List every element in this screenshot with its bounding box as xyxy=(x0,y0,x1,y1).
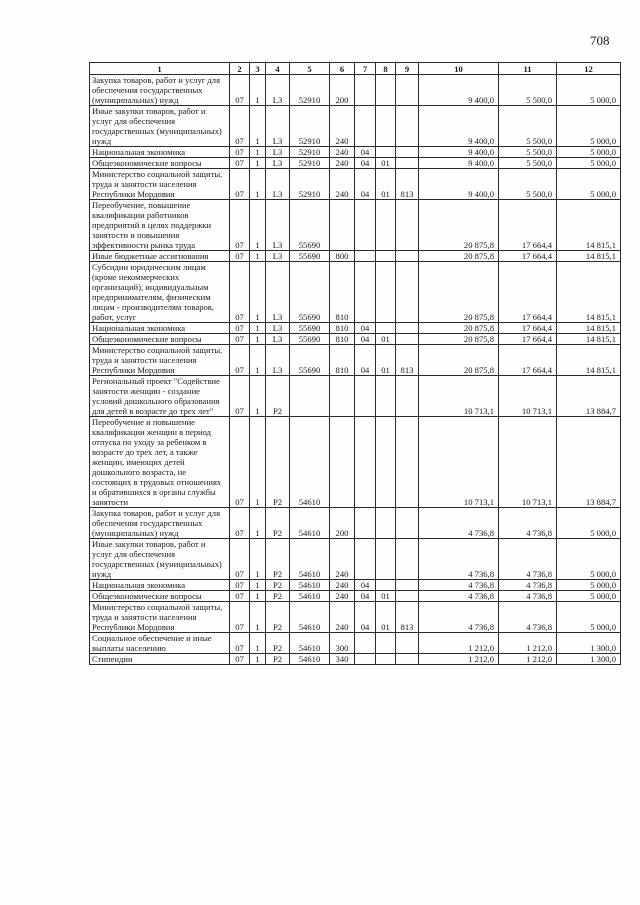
section-code-cell xyxy=(355,262,376,323)
target-cell: 54610 xyxy=(290,591,330,602)
table-row xyxy=(90,376,621,417)
header-cell: 4 xyxy=(266,63,290,75)
description-cell: Национальная экономика xyxy=(90,323,230,334)
amount-year3-cell: 14 815,1 xyxy=(557,345,621,376)
subsection-code-cell xyxy=(376,539,396,580)
table-row xyxy=(90,334,621,345)
amount-year3-cell: 13 884,7 xyxy=(557,376,621,417)
amount-year2-cell: 5 500,0 xyxy=(499,75,557,106)
description-cell: Закупка товаров, работ и услуг для обеспечения государственных (муниципальных) нужд xyxy=(90,75,230,106)
table-row xyxy=(90,147,621,158)
amount-year1-cell: 4 736,8 xyxy=(419,508,499,539)
section-cell: 07 xyxy=(230,376,250,417)
program-cell: L3 xyxy=(266,323,290,334)
amount-year1-cell: 9 400,0 xyxy=(419,106,499,147)
section-cell: 07 xyxy=(230,323,250,334)
section-cell: 07 xyxy=(230,345,250,376)
program-cell: P2 xyxy=(266,508,290,539)
section-code-cell: 04 xyxy=(355,591,376,602)
subsection-code-cell xyxy=(376,262,396,323)
amount-year1-cell: 4 736,8 xyxy=(419,580,499,591)
amount-year3-cell: 5 000,0 xyxy=(557,158,621,169)
target-cell: 55690 xyxy=(290,200,330,251)
program-cell: P2 xyxy=(266,654,290,665)
department-cell xyxy=(396,580,419,591)
section-code-cell xyxy=(355,539,376,580)
table-row xyxy=(90,345,621,376)
amount-year1-cell: 20 875,8 xyxy=(419,251,499,262)
header-cell: 3 xyxy=(250,63,266,75)
table-row xyxy=(90,591,621,602)
subsection-cell: 1 xyxy=(250,602,266,633)
subsection-cell: 1 xyxy=(250,200,266,251)
table-row xyxy=(90,633,621,654)
target-cell: 54610 xyxy=(290,633,330,654)
target-cell: 54610 xyxy=(290,417,330,508)
amount-year1-cell: 20 875,8 xyxy=(419,323,499,334)
section-cell: 07 xyxy=(230,417,250,508)
table-row xyxy=(90,654,621,665)
amount-year1-cell: 20 875,8 xyxy=(419,345,499,376)
section-cell: 07 xyxy=(230,591,250,602)
department-cell xyxy=(396,633,419,654)
subsection-cell: 1 xyxy=(250,376,266,417)
program-cell: L3 xyxy=(266,262,290,323)
amount-year2-cell: 17 664,4 xyxy=(499,262,557,323)
department-cell xyxy=(396,106,419,147)
amount-year3-cell: 5 000,0 xyxy=(557,147,621,158)
amount-year1-cell: 9 400,0 xyxy=(419,147,499,158)
amount-year3-cell: 14 815,1 xyxy=(557,262,621,323)
description-cell: Социальное обеспечение и иные выплаты населению xyxy=(90,633,230,654)
expense-type-cell: 240 xyxy=(330,169,355,200)
amount-year2-cell: 17 664,4 xyxy=(499,251,557,262)
subsection-cell: 1 xyxy=(250,158,266,169)
department-cell xyxy=(396,200,419,251)
department-cell xyxy=(396,376,419,417)
expense-type-cell: 200 xyxy=(330,508,355,539)
section-code-cell: 04 xyxy=(355,334,376,345)
amount-year3-cell: 1 300,0 xyxy=(557,633,621,654)
amount-year2-cell: 17 664,4 xyxy=(499,334,557,345)
amount-year2-cell: 5 500,0 xyxy=(499,158,557,169)
department-cell: 813 xyxy=(396,345,419,376)
section-code-cell xyxy=(355,654,376,665)
subsection-code-cell: 01 xyxy=(376,169,396,200)
section-code-cell xyxy=(355,633,376,654)
expense-type-cell: 810 xyxy=(330,334,355,345)
target-cell: 54610 xyxy=(290,508,330,539)
page-number: 708 xyxy=(590,33,610,48)
amount-year2-cell: 1 212,0 xyxy=(499,654,557,665)
expense-type-cell: 800 xyxy=(330,251,355,262)
section-cell: 07 xyxy=(230,654,250,665)
target-cell: 55690 xyxy=(290,251,330,262)
amount-year3-cell: 5 000,0 xyxy=(557,75,621,106)
target-cell: 54610 xyxy=(290,654,330,665)
amount-year3-cell: 5 000,0 xyxy=(557,580,621,591)
amount-year2-cell: 1 212,0 xyxy=(499,633,557,654)
table-row xyxy=(90,158,621,169)
amount-year2-cell: 4 736,8 xyxy=(499,580,557,591)
section-cell: 07 xyxy=(230,169,250,200)
header-cell: 9 xyxy=(396,63,419,75)
expense-type-cell: 200 xyxy=(330,75,355,106)
subsection-code-cell xyxy=(376,200,396,251)
table-row xyxy=(90,323,621,334)
expense-type-cell xyxy=(330,417,355,508)
expense-type-cell: 240 xyxy=(330,539,355,580)
amount-year2-cell: 5 500,0 xyxy=(499,147,557,158)
section-code-cell xyxy=(355,75,376,106)
table-row xyxy=(90,602,621,633)
section-cell: 07 xyxy=(230,334,250,345)
budget-table xyxy=(89,62,621,665)
subsection-cell: 1 xyxy=(250,417,266,508)
section-cell: 07 xyxy=(230,602,250,633)
amount-year3-cell: 13 884,7 xyxy=(557,417,621,508)
amount-year1-cell: 20 875,8 xyxy=(419,334,499,345)
table-row xyxy=(90,508,621,539)
program-cell: P2 xyxy=(266,591,290,602)
section-code-cell: 04 xyxy=(355,158,376,169)
table-row xyxy=(90,262,621,323)
amount-year2-cell: 4 736,8 xyxy=(499,591,557,602)
department-cell: 813 xyxy=(396,602,419,633)
target-cell: 55690 xyxy=(290,334,330,345)
department-cell xyxy=(396,591,419,602)
program-cell: P2 xyxy=(266,539,290,580)
section-code-cell xyxy=(355,106,376,147)
department-cell xyxy=(396,323,419,334)
section-cell: 07 xyxy=(230,158,250,169)
description-cell: Общеэкономические вопросы xyxy=(90,591,230,602)
expense-type-cell: 810 xyxy=(330,323,355,334)
subsection-cell: 1 xyxy=(250,323,266,334)
description-cell: Министерство социальной защиты, труда и занятости населения Республики Мордовия xyxy=(90,602,230,633)
section-code-cell: 04 xyxy=(355,602,376,633)
amount-year1-cell: 10 713,1 xyxy=(419,417,499,508)
subsection-cell: 1 xyxy=(250,633,266,654)
subsection-code-cell xyxy=(376,376,396,417)
program-cell: P2 xyxy=(266,602,290,633)
subsection-cell: 1 xyxy=(250,251,266,262)
header-cell: 5 xyxy=(290,63,330,75)
subsection-cell: 1 xyxy=(250,654,266,665)
section-code-cell xyxy=(355,508,376,539)
section-code-cell: 04 xyxy=(355,345,376,376)
expense-type-cell: 240 xyxy=(330,147,355,158)
section-code-cell: 04 xyxy=(355,580,376,591)
amount-year2-cell: 17 664,4 xyxy=(499,323,557,334)
target-cell: 55690 xyxy=(290,345,330,376)
department-cell xyxy=(396,654,419,665)
department-cell xyxy=(396,158,419,169)
target-cell: 52910 xyxy=(290,158,330,169)
target-cell: 54610 xyxy=(290,539,330,580)
program-cell: L3 xyxy=(266,345,290,376)
subsection-code-cell xyxy=(376,417,396,508)
program-cell: L3 xyxy=(266,334,290,345)
description-cell: Национальная экономика xyxy=(90,580,230,591)
amount-year3-cell: 5 000,0 xyxy=(557,539,621,580)
section-cell: 07 xyxy=(230,200,250,251)
program-cell: P2 xyxy=(266,376,290,417)
amount-year3-cell: 14 815,1 xyxy=(557,334,621,345)
expense-type-cell xyxy=(330,376,355,417)
amount-year3-cell: 5 000,0 xyxy=(557,106,621,147)
subsection-code-cell: 01 xyxy=(376,334,396,345)
target-cell: 52910 xyxy=(290,169,330,200)
section-cell: 07 xyxy=(230,580,250,591)
description-cell: Общеэкономические вопросы xyxy=(90,158,230,169)
description-cell: Иные бюджетные ассигнования xyxy=(90,251,230,262)
subsection-code-cell: 01 xyxy=(376,158,396,169)
section-cell: 07 xyxy=(230,539,250,580)
department-cell: 813 xyxy=(396,169,419,200)
description-cell: Переобучение и повышение квалификации женщин в период отпуска по уходу за ребенком в возрасте до трех лет, а также женщин, имеющих детей дошкольного возраста, не состоящих в трудовых отношениях и обратившихся в органы службы занятости xyxy=(90,417,230,508)
table-row xyxy=(90,251,621,262)
expense-type-cell: 810 xyxy=(330,262,355,323)
subsection-cell: 1 xyxy=(250,345,266,376)
subsection-code-cell: 01 xyxy=(376,591,396,602)
expense-type-cell: 240 xyxy=(330,158,355,169)
amount-year3-cell: 5 000,0 xyxy=(557,602,621,633)
section-cell: 07 xyxy=(230,508,250,539)
department-cell xyxy=(396,262,419,323)
amount-year1-cell: 9 400,0 xyxy=(419,158,499,169)
subsection-cell: 1 xyxy=(250,334,266,345)
expense-type-cell: 340 xyxy=(330,654,355,665)
table-row xyxy=(90,75,621,106)
table-row xyxy=(90,539,621,580)
header-cell: 1 xyxy=(90,63,230,75)
amount-year2-cell: 5 500,0 xyxy=(499,106,557,147)
table-body xyxy=(90,75,621,665)
subsection-cell: 1 xyxy=(250,539,266,580)
amount-year1-cell: 9 400,0 xyxy=(419,169,499,200)
expense-type-cell: 240 xyxy=(330,602,355,633)
subsection-code-cell xyxy=(376,633,396,654)
section-cell: 07 xyxy=(230,147,250,158)
target-cell: 52910 xyxy=(290,147,330,158)
section-code-cell xyxy=(355,376,376,417)
target-cell: 52910 xyxy=(290,75,330,106)
table-row xyxy=(90,200,621,251)
subsection-cell: 1 xyxy=(250,147,266,158)
amount-year1-cell: 4 736,8 xyxy=(419,591,499,602)
header-row xyxy=(90,63,621,75)
description-cell: Стипендии xyxy=(90,654,230,665)
header-cell: 11 xyxy=(499,63,557,75)
section-code-cell xyxy=(355,417,376,508)
subsection-code-cell xyxy=(376,75,396,106)
program-cell: P2 xyxy=(266,417,290,508)
program-cell: L3 xyxy=(266,200,290,251)
department-cell xyxy=(396,508,419,539)
amount-year2-cell: 17 664,4 xyxy=(499,345,557,376)
subsection-cell: 1 xyxy=(250,106,266,147)
amount-year3-cell: 14 815,1 xyxy=(557,323,621,334)
expense-type-cell: 300 xyxy=(330,633,355,654)
section-code-cell xyxy=(355,200,376,251)
header-cell: 6 xyxy=(330,63,355,75)
amount-year3-cell: 1 300,0 xyxy=(557,654,621,665)
expense-type-cell: 240 xyxy=(330,106,355,147)
program-cell: L3 xyxy=(266,147,290,158)
description-cell: Закупка товаров, работ и услуг для обеспечения государственных (муниципальных) нужд xyxy=(90,508,230,539)
target-cell: 54610 xyxy=(290,580,330,591)
program-cell: L3 xyxy=(266,251,290,262)
table-row xyxy=(90,106,621,147)
target-cell: 55690 xyxy=(290,323,330,334)
description-cell: Министерство социальной защиты, труда и занятости населения Республики Мордовия xyxy=(90,345,230,376)
department-cell xyxy=(396,417,419,508)
amount-year1-cell: 20 875,8 xyxy=(419,200,499,251)
amount-year1-cell: 10 713,1 xyxy=(419,376,499,417)
description-cell: Переобучение, повышение квалификации работников предприятий в целях поддержки занятости и повышения эффективности рынка труда xyxy=(90,200,230,251)
target-cell: 52910 xyxy=(290,106,330,147)
department-cell xyxy=(396,251,419,262)
target-cell xyxy=(290,376,330,417)
program-cell: L3 xyxy=(266,169,290,200)
description-cell: Национальная экономика xyxy=(90,147,230,158)
description-cell: Региональный проект "Содействие занятости женщин - создание условий дошкольного образования для детей в возрасте до трех лет" xyxy=(90,376,230,417)
amount-year3-cell: 14 815,1 xyxy=(557,251,621,262)
amount-year3-cell: 14 815,1 xyxy=(557,200,621,251)
header-cell: 8 xyxy=(376,63,396,75)
section-cell: 07 xyxy=(230,75,250,106)
section-code-cell xyxy=(355,251,376,262)
amount-year1-cell: 20 875,8 xyxy=(419,262,499,323)
section-cell: 07 xyxy=(230,633,250,654)
target-cell: 55690 xyxy=(290,262,330,323)
amount-year2-cell: 10 713,1 xyxy=(499,376,557,417)
amount-year1-cell: 4 736,8 xyxy=(419,539,499,580)
amount-year2-cell: 10 713,1 xyxy=(499,417,557,508)
amount-year2-cell: 4 736,8 xyxy=(499,602,557,633)
expense-type-cell xyxy=(330,200,355,251)
section-code-cell: 04 xyxy=(355,323,376,334)
subsection-code-cell xyxy=(376,147,396,158)
amount-year1-cell: 9 400,0 xyxy=(419,75,499,106)
subsection-cell: 1 xyxy=(250,591,266,602)
section-cell: 07 xyxy=(230,106,250,147)
amount-year3-cell: 5 000,0 xyxy=(557,591,621,602)
subsection-code-cell: 01 xyxy=(376,345,396,376)
subsection-cell: 1 xyxy=(250,508,266,539)
description-cell: Иные закупки товаров, работ и услуг для обеспечения государственных (муниципальных) нужд xyxy=(90,106,230,147)
section-code-cell: 04 xyxy=(355,169,376,200)
subsection-cell: 1 xyxy=(250,75,266,106)
amount-year2-cell: 4 736,8 xyxy=(499,508,557,539)
table-row xyxy=(90,580,621,591)
program-cell: L3 xyxy=(266,75,290,106)
subsection-code-cell xyxy=(376,580,396,591)
section-code-cell: 04 xyxy=(355,147,376,158)
department-cell xyxy=(396,539,419,580)
subsection-code-cell xyxy=(376,323,396,334)
amount-year2-cell: 17 664,4 xyxy=(499,200,557,251)
header-cell: 12 xyxy=(557,63,621,75)
description-cell: Министерство социальной защиты, труда и занятости населения Республики Мордовия xyxy=(90,169,230,200)
description-cell: Общеэкономические вопросы xyxy=(90,334,230,345)
expense-type-cell: 240 xyxy=(330,580,355,591)
header-cell: 2 xyxy=(230,63,250,75)
expense-type-cell: 810 xyxy=(330,345,355,376)
target-cell: 54610 xyxy=(290,602,330,633)
subsection-code-cell xyxy=(376,106,396,147)
amount-year3-cell: 5 000,0 xyxy=(557,169,621,200)
amount-year2-cell: 5 500,0 xyxy=(499,169,557,200)
subsection-code-cell xyxy=(376,251,396,262)
subsection-code-cell xyxy=(376,654,396,665)
program-cell: P2 xyxy=(266,633,290,654)
amount-year1-cell: 1 212,0 xyxy=(419,633,499,654)
subsection-code-cell xyxy=(376,508,396,539)
expense-type-cell: 240 xyxy=(330,591,355,602)
description-cell: Иные закупки товаров, работ и услуг для обеспечения государственных (муниципальных) нужд xyxy=(90,539,230,580)
program-cell: P2 xyxy=(266,580,290,591)
subsection-cell: 1 xyxy=(250,580,266,591)
program-cell: L3 xyxy=(266,106,290,147)
header-cell: 7 xyxy=(355,63,376,75)
header-cell: 10 xyxy=(419,63,499,75)
amount-year1-cell: 1 212,0 xyxy=(419,654,499,665)
table-row xyxy=(90,169,621,200)
department-cell xyxy=(396,147,419,158)
subsection-cell: 1 xyxy=(250,169,266,200)
program-cell: L3 xyxy=(266,158,290,169)
amount-year2-cell: 4 736,8 xyxy=(499,539,557,580)
section-cell: 07 xyxy=(230,262,250,323)
section-cell: 07 xyxy=(230,251,250,262)
table-row xyxy=(90,417,621,508)
description-cell: Субсидии юридическим лицам (кроме некоммерческих организаций), индивидуальным предпринимателям, физическим лицам - производителям товаров, работ, услуг xyxy=(90,262,230,323)
subsection-code-cell: 01 xyxy=(376,602,396,633)
subsection-cell: 1 xyxy=(250,262,266,323)
amount-year1-cell: 4 736,8 xyxy=(419,602,499,633)
department-cell xyxy=(396,334,419,345)
department-cell xyxy=(396,75,419,106)
amount-year3-cell: 5 000,0 xyxy=(557,508,621,539)
